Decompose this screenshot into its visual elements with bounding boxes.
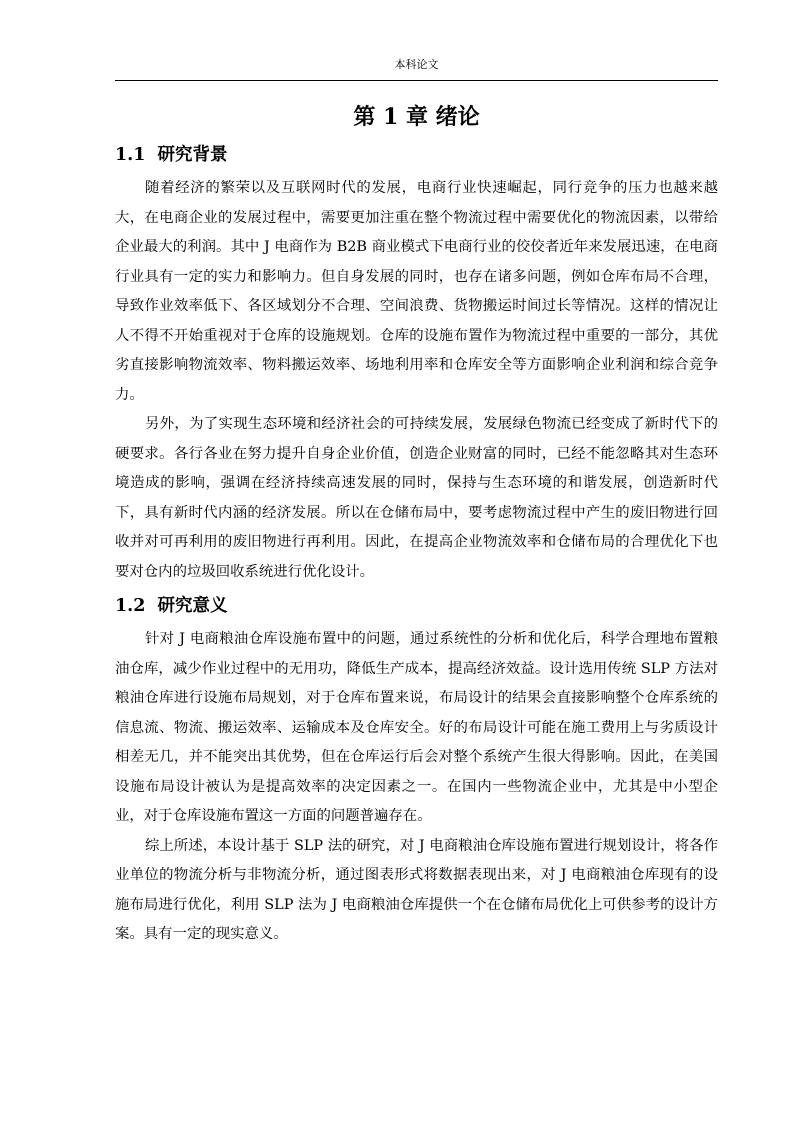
header-rule: [115, 80, 718, 81]
paragraph: 另外，为了实现生态环境和经济社会的可持续发展，发展绿色物流已经变成了新时代下的硬要求。各行各业在努力提升自身企业价值，创造企业财富的同时，已经不能忽略其对生态环境造成的影响，强调在经济持续高速发展的同时，保持与生态环境的和谐发展，创造新时代下，具有新时代内涵的经济发展。所以在仓储布局中，要考虑物流过程中产生的废旧物进行回收并对可再利用的废旧物进行再利用。因此，在提高企业物流效率和仓储布局的合理优化下也要对仓内的垃圾回收系统进行优化设计。: [115, 416, 718, 580]
page-body: [115, 98, 718, 950]
section-title: 研究意义: [157, 596, 228, 616]
section-number: 1.2: [115, 596, 146, 616]
section-number: 1.1: [115, 145, 146, 165]
section-heading: [115, 587, 718, 625]
paragraph: 综上所述，本设计基于 SLP 法的研究，对 J 电商粮油仓库设施布置进行规划设计，将各作业单位的物流分析与非物流分析，通过图表形式将数据表现出来，对 J 电商粮油仓库现有的设施布局进行优化，利用 SLP 法为 J 电商粮油仓库提供一个在仓储布局优化上可供参考的设计方案。具有一定的现实意义。: [115, 837, 718, 942]
section-research-significance: [115, 587, 718, 950]
section-research-background: [115, 136, 718, 587]
running-header: 本科论文: [394, 58, 439, 71]
paragraph: 针对 J 电商粮油仓库设施布置中的问题，通过系统性的分析和优化后，科学合理地布置粮油仓库，减少作业过程中的无用功，降低生产成本，提高经济效益。设计选用传统 SLP 方法对粮油仓库进行设施布局规划，对于仓库布置来说，布局设计的结果会直接影响整个仓库系统的信息流、物流、搬运效率、运输成本及仓库安全。好的布局设计可能在施工费用上与劣质设计相差无几，并不能突出其优势，但在仓库运行后会对整个系统产生很大得影响。因此，在美国设施布局设计被认为是提高效率的决定因素之一。在国内一些物流企业中，尤其是中小型企业，对于仓库设施布置这一方面的问题普遍存在。: [115, 631, 718, 824]
section-heading: [115, 136, 718, 174]
section-title: 研究背景: [157, 145, 228, 165]
paragraph: 随着经济的繁荣以及互联网时代的发展，电商行业快速崛起，同行竞争的压力也越来越大，在电商企业的发展过程中，需要更加注重在整个物流过程中需要优化的物流因素，以带给企业最大的利润。其中 J 电商作为 B2B 商业模式下电商行业的佼佼者近年来发展迅速，在电商行业具有一定的实力和影响力。但自身发展的同时，也存在诸多问题，例如仓库布局不合理，导致作业效率低下、各区域划分不合理、空间浪费、货物搬运时间过长等情况。这样的情况让人不得不开始重视对于仓库的设施规划。仓库的设施布置作为物流过程中重要的一部分，其优劣直接影响物流效率、物料搬运效率、场地利用率和仓库安全等方面影响企业利润和综合竞争力。: [115, 180, 718, 403]
chapter-title: 第 1 章 绪论: [353, 104, 480, 130]
